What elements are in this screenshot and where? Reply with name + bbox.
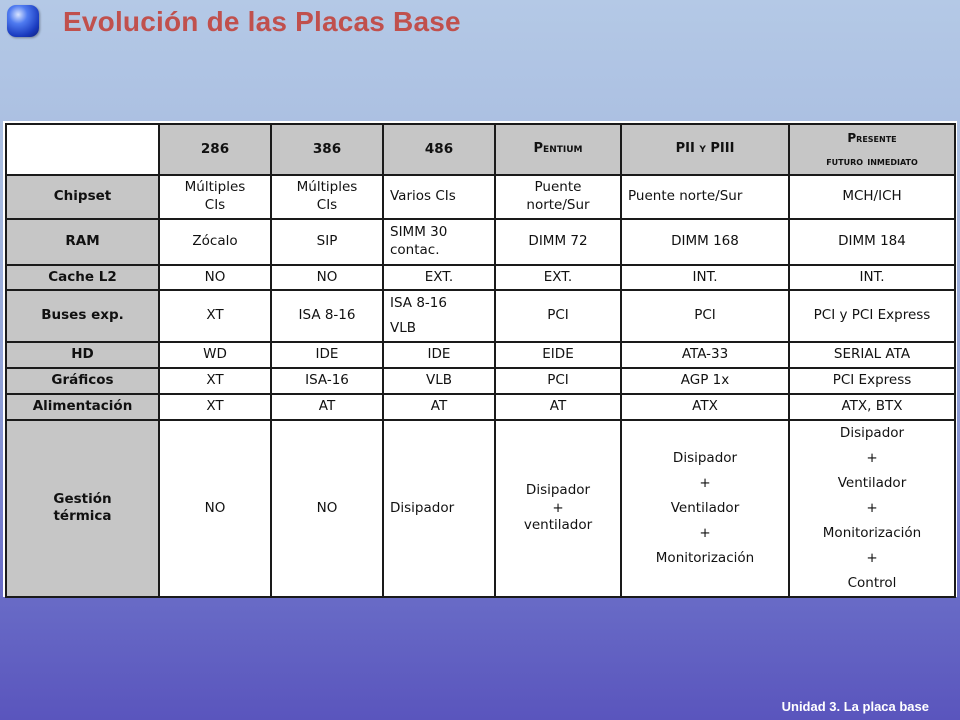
cell-ram-386: SIP <box>271 219 383 265</box>
cell-line: Disipador <box>525 482 591 498</box>
row-header-ram: RAM <box>6 219 159 265</box>
cell-hd-286: WD <box>159 342 271 368</box>
cell-cache-pii: INT. <box>621 265 789 290</box>
cell-chipset-386 <box>271 175 383 219</box>
row-header-termica <box>6 420 159 597</box>
row-header-alimentacion: Alimentación <box>6 394 159 420</box>
cell-cache-presente: INT. <box>789 265 955 290</box>
row-header-line: Gestión <box>53 490 112 507</box>
cell-ram-pii: DIMM 168 <box>621 219 789 265</box>
table-row-hd <box>6 342 955 368</box>
cell-line: Múltiples <box>184 179 246 196</box>
slide-footer: Unidad 3. La placa base <box>781 699 929 714</box>
motherboard-evolution-table <box>5 123 956 598</box>
cell-line: + <box>699 524 711 541</box>
cell-chipset-486: Varios CIs <box>383 175 495 219</box>
col-header-286: 286 <box>159 124 271 175</box>
col-header-386: 386 <box>271 124 383 175</box>
cell-termica-pii <box>621 420 789 597</box>
cell-line: Monitorización <box>822 524 922 541</box>
header-corner-cell <box>6 124 159 175</box>
cell-graficos-pii: AGP 1x <box>621 368 789 394</box>
table-row-buses <box>6 290 955 342</box>
cell-cache-pentium: EXT. <box>495 265 621 290</box>
cell-line: ventilador <box>523 517 593 534</box>
cell-graficos-presente: PCI Express <box>789 368 955 394</box>
cell-chipset-pentium <box>495 175 621 219</box>
table-row-cache <box>6 265 955 290</box>
col-header-pii-piii: PII y PIII <box>621 124 789 175</box>
cell-termica-486: Disipador <box>383 420 495 597</box>
cell-buses-386: ISA 8-16 <box>271 290 383 342</box>
cell-line: Monitorización <box>655 549 755 566</box>
comparison-table-panel <box>3 121 957 597</box>
cell-alimentacion-286: XT <box>159 394 271 420</box>
cell-cache-486: EXT. <box>383 265 495 290</box>
cell-line: + <box>699 474 711 491</box>
cell-graficos-pentium: PCI <box>495 368 621 394</box>
table-row-termica <box>6 420 955 597</box>
cell-buses-pii: PCI <box>621 290 789 342</box>
row-header-graficos: Gráficos <box>6 368 159 394</box>
table-row-ram <box>6 219 955 265</box>
cell-graficos-486: VLB <box>383 368 495 394</box>
cell-line: + <box>552 499 564 516</box>
cell-hd-presente: SERIAL ATA <box>789 342 955 368</box>
cell-buses-486 <box>383 290 495 342</box>
cell-line: CIs <box>204 197 226 213</box>
cell-ram-pentium: DIMM 72 <box>495 219 621 265</box>
cell-chipset-286 <box>159 175 271 219</box>
cell-alimentacion-pentium: AT <box>495 394 621 420</box>
row-header-cache: Cache L2 <box>6 265 159 290</box>
cell-termica-286: NO <box>159 420 271 597</box>
table-row-chipset <box>6 175 955 219</box>
row-header-chipset: Chipset <box>6 175 159 219</box>
cell-cache-286: NO <box>159 265 271 290</box>
col-header-pentium: Pentium <box>495 124 621 175</box>
cell-termica-presente <box>789 420 955 597</box>
cell-line: norte/Sur <box>526 197 590 213</box>
cell-line: Puente <box>534 179 582 196</box>
cell-line: Disipador <box>839 424 905 441</box>
cell-line: contac. <box>390 242 440 258</box>
cell-graficos-386: ISA-16 <box>271 368 383 394</box>
slide-bullet-icon <box>7 5 39 37</box>
header-row <box>6 124 955 175</box>
col-header-presente <box>789 124 955 175</box>
cell-hd-386: IDE <box>271 342 383 368</box>
cell-hd-486: IDE <box>383 342 495 368</box>
cell-line: Ventilador <box>837 474 907 491</box>
cell-line: + <box>866 499 878 516</box>
table-row-graficos <box>6 368 955 394</box>
cell-buses-286: XT <box>159 290 271 342</box>
cell-cache-386: NO <box>271 265 383 290</box>
row-header-buses: Buses exp. <box>6 290 159 342</box>
cell-line: VLB <box>390 319 417 336</box>
cell-ram-286: Zócalo <box>159 219 271 265</box>
col-header-presente-line2: futuro inmediato <box>826 153 918 168</box>
cell-line: Múltiples <box>296 179 358 196</box>
cell-chipset-pii: Puente norte/Sur <box>621 175 789 219</box>
cell-line: CIs <box>316 197 338 213</box>
cell-line: + <box>866 449 878 466</box>
cell-hd-pentium: EIDE <box>495 342 621 368</box>
cell-line: Ventilador <box>670 499 740 516</box>
cell-ram-486 <box>383 219 495 265</box>
cell-buses-presente: PCI y PCI Express <box>789 290 955 342</box>
col-header-486: 486 <box>383 124 495 175</box>
cell-termica-pentium <box>495 420 621 597</box>
cell-termica-386: NO <box>271 420 383 597</box>
cell-hd-pii: ATA-33 <box>621 342 789 368</box>
table-row-alimentacion <box>6 394 955 420</box>
col-header-presente-line1: Presente <box>847 130 897 145</box>
cell-ram-presente: DIMM 184 <box>789 219 955 265</box>
cell-alimentacion-pii: ATX <box>621 394 789 420</box>
cell-alimentacion-386: AT <box>271 394 383 420</box>
cell-buses-pentium: PCI <box>495 290 621 342</box>
row-header-hd: HD <box>6 342 159 368</box>
cell-line: + <box>866 549 878 566</box>
row-header-line: térmica <box>53 508 112 525</box>
cell-graficos-286: XT <box>159 368 271 394</box>
cell-line: Control <box>847 574 897 591</box>
slide-title: Evolución de las Placas Base <box>63 6 461 37</box>
cell-line: Disipador <box>672 449 738 466</box>
cell-alimentacion-486: AT <box>383 394 495 420</box>
cell-chipset-presente: MCH/ICH <box>789 175 955 219</box>
cell-alimentacion-presente: ATX, BTX <box>789 394 955 420</box>
cell-line: SIMM 30 <box>390 224 448 241</box>
cell-line: ISA 8-16 <box>390 295 447 311</box>
